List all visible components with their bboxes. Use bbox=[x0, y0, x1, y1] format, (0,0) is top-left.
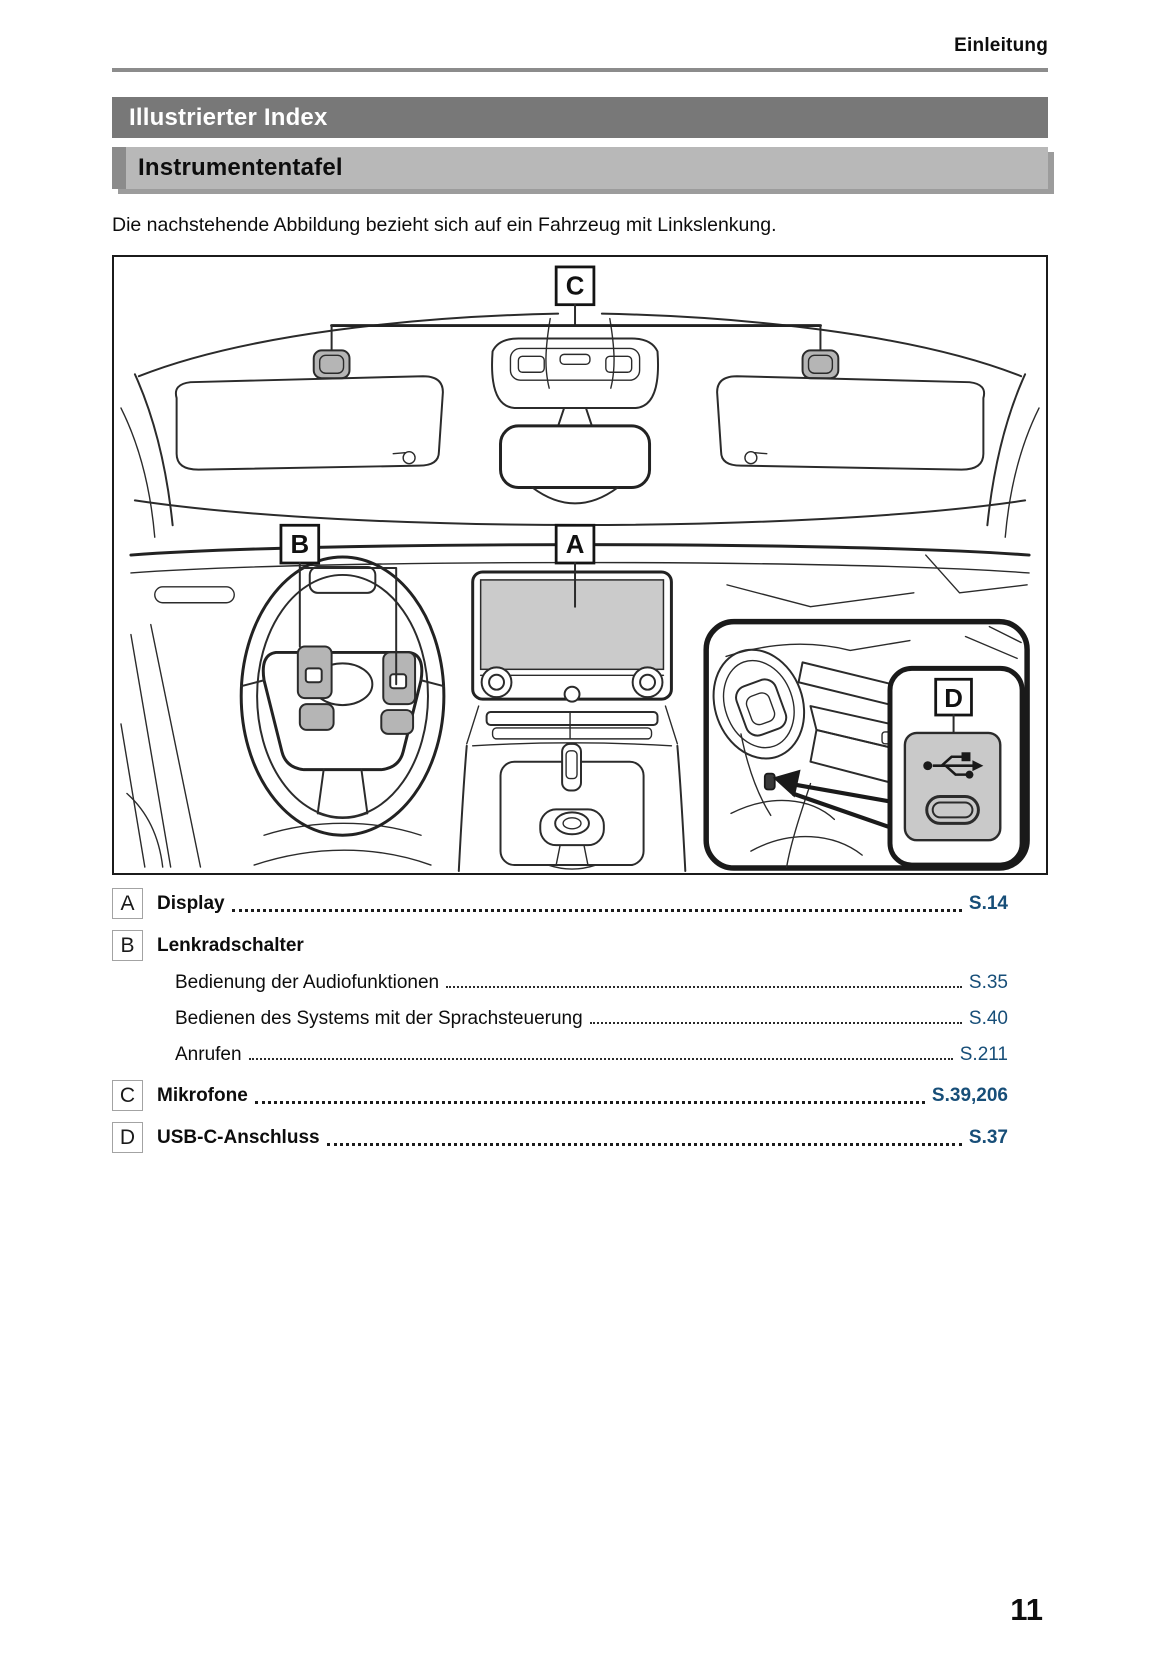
callout-d-letter: D bbox=[944, 685, 963, 714]
index-letter-b: B bbox=[112, 930, 143, 961]
intro-text: Die nachstehende Abbildung bezieht sich auf ein Fahrzeug mit Linkslenkung. bbox=[112, 214, 777, 236]
page-ref-anrufen: S.211 bbox=[959, 1044, 1008, 1065]
inset-usb-port-location bbox=[765, 774, 775, 790]
dotted-leader bbox=[232, 909, 962, 912]
subrow-label-anrufen: Anrufen bbox=[175, 1044, 242, 1065]
display-screen bbox=[481, 580, 664, 669]
center-console bbox=[459, 743, 686, 871]
index-row-lenkradschalter bbox=[112, 930, 1008, 961]
rearview-mirror bbox=[501, 408, 650, 503]
page-ref-display: S.14 bbox=[968, 892, 1008, 914]
header-rule bbox=[112, 68, 1048, 72]
index-label-usb: USB-C-Anschluss bbox=[157, 1126, 320, 1148]
subrow-label-audio: Bedienung der Audiofunktionen bbox=[175, 972, 440, 993]
index-row-mikrofone bbox=[112, 1080, 1008, 1111]
index-label-display: Display bbox=[157, 892, 225, 914]
overhead-console bbox=[492, 338, 658, 408]
callout-c-letter: C bbox=[565, 272, 585, 301]
index-label-lenkradschalter: Lenkradschalter bbox=[157, 934, 304, 956]
dotted-leader bbox=[327, 1143, 962, 1146]
steering-switches-right bbox=[381, 652, 415, 733]
center-display bbox=[473, 572, 672, 702]
page-ref-mikrofone: S.39,206 bbox=[931, 1084, 1008, 1106]
page-ref-sprachsteuerung: S.40 bbox=[968, 1008, 1008, 1029]
steering-switches-left bbox=[298, 646, 334, 729]
sun-visor-left bbox=[176, 376, 443, 469]
index-row-display bbox=[112, 888, 1008, 919]
index-label-mikrofone: Mikrofone bbox=[157, 1084, 248, 1106]
center-vents bbox=[467, 706, 678, 744]
index-letter-a: A bbox=[112, 888, 143, 919]
chapter-title-bar: Illustrierter Index bbox=[112, 97, 1048, 138]
display-knob-left bbox=[482, 667, 512, 697]
page-number: 11 bbox=[1010, 1592, 1043, 1627]
index-subrow-sprachsteuerung bbox=[175, 1008, 1008, 1030]
dotted-leader bbox=[249, 1058, 953, 1060]
index-subrow-anrufen bbox=[175, 1044, 1008, 1066]
dashboard-illustration bbox=[112, 255, 1048, 875]
microphone-left-icon bbox=[314, 350, 350, 378]
microphone-right-icon bbox=[803, 350, 839, 378]
callout-a-letter: A bbox=[565, 531, 585, 560]
section-title-bar: Instrumententafel bbox=[112, 147, 1048, 189]
dotted-leader bbox=[590, 1022, 962, 1024]
index-row-usb bbox=[112, 1122, 1008, 1153]
index-letter-c: C bbox=[112, 1080, 143, 1111]
page-ref-audio: S.35 bbox=[968, 972, 1008, 993]
gear-shifter-knob bbox=[555, 812, 589, 834]
section-header: Einleitung bbox=[954, 35, 1048, 56]
dashboard-illustration-svg bbox=[114, 257, 1046, 873]
usb-zoom-panel bbox=[890, 668, 1022, 865]
page-ref-usb: S.37 bbox=[968, 1126, 1008, 1148]
dotted-leader bbox=[446, 986, 962, 988]
page-content bbox=[112, 0, 1048, 1153]
sun-visor-right bbox=[717, 376, 984, 469]
dotted-leader bbox=[255, 1101, 925, 1104]
index-subrow-audio bbox=[175, 972, 1008, 994]
illustrated-index-list bbox=[112, 888, 1048, 1153]
subrow-label-sprachsteuerung: Bedienen des Systems mit der Sprachsteuerung bbox=[175, 1008, 583, 1029]
callout-b-letter: B bbox=[290, 531, 310, 560]
display-knob-right bbox=[633, 667, 663, 697]
index-letter-d: D bbox=[112, 1122, 143, 1153]
